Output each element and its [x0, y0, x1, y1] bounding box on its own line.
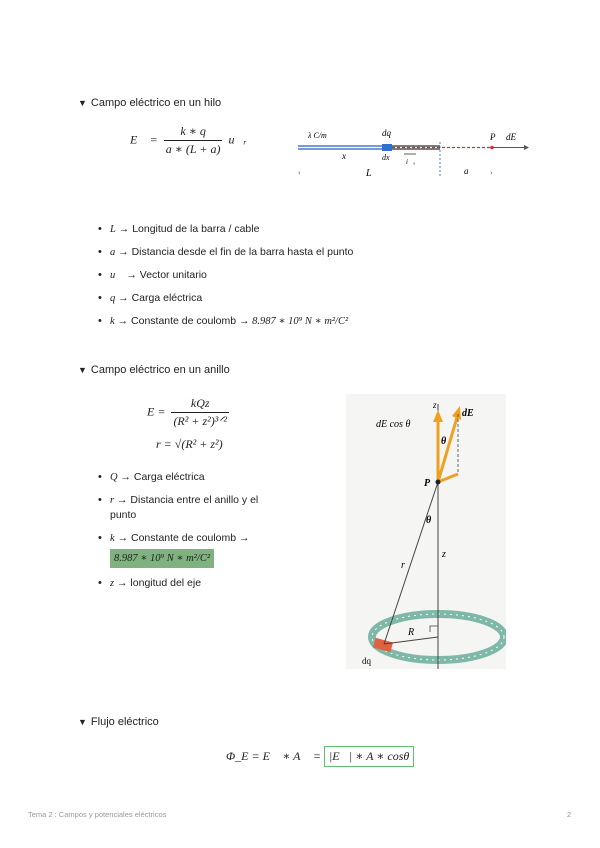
- fraction-denominator: (R² + z²)³ᐟ²: [173, 414, 227, 428]
- formula-campo-anillo: [147, 396, 232, 429]
- formula-r: r = √(R² + z²): [156, 437, 223, 451]
- section-heading-hilo[interactable]: [78, 97, 221, 109]
- list-item: [98, 222, 353, 237]
- description: → longitud del eje: [117, 577, 202, 589]
- formula-lhs: E =: [147, 404, 166, 419]
- list-item: [98, 493, 283, 523]
- description: Carga eléctrica: [131, 292, 203, 304]
- label-P: P: [424, 478, 431, 489]
- arrow: →: [117, 315, 129, 327]
- wire-diagram: [292, 122, 532, 182]
- symbol: a: [110, 247, 116, 258]
- point-P-dot: [490, 146, 494, 150]
- collapse-toggle-icon[interactable]: ▼: [78, 98, 87, 108]
- label-charge-density: λ C/m: [308, 131, 327, 140]
- label-dE: dE⃗: [462, 408, 482, 419]
- description: Vector unitario: [139, 269, 207, 281]
- description: Constante de coulomb: [131, 315, 237, 327]
- symbol: r: [110, 495, 115, 506]
- formula-fraction: [164, 124, 223, 157]
- label-z-mid: z: [442, 549, 446, 560]
- fraction-numerator: kQz: [190, 396, 210, 410]
- label-dEcos: dE cos θ: [376, 419, 411, 430]
- list-item: [98, 576, 283, 591]
- bullet-list-anillo: [98, 470, 283, 591]
- label-dq: dq: [382, 128, 391, 138]
- symbol: u⃗: [110, 270, 124, 281]
- fraction-numerator: k ∗ q: [180, 124, 206, 138]
- label-dq: dq: [362, 656, 371, 666]
- symbol: L: [110, 224, 116, 235]
- bullet-list-hilo: [98, 222, 353, 329]
- ring-figure: [346, 394, 506, 669]
- highlighted-constant: 8.987 ∗ 10⁹ N ∗ m²/C²: [110, 549, 214, 568]
- label-r: r: [401, 560, 405, 571]
- symbol: z: [110, 578, 115, 589]
- description: → Constante de coulomb →: [117, 532, 250, 544]
- page-number: 2: [567, 810, 572, 819]
- list-item: [98, 531, 283, 568]
- symbol: Q: [110, 472, 118, 483]
- dE-arrowhead: [524, 145, 529, 150]
- figure-background: [346, 394, 506, 669]
- label-a: a: [464, 166, 469, 176]
- label-theta-mid: θ: [426, 515, 432, 526]
- label-dE: dE⃗: [506, 132, 523, 142]
- formula-lhs: Φ_E = E⃗ ∗ A⃗ =: [226, 749, 321, 763]
- description: → Distancia entre el anillo y el punto: [110, 494, 259, 521]
- section-title: Campo eléctrico en un hilo: [90, 97, 222, 109]
- label-unit-vector: i⃗ₓ: [406, 158, 416, 166]
- label-x: x: [342, 151, 346, 161]
- section-heading-flujo[interactable]: [78, 716, 159, 728]
- collapse-toggle-icon[interactable]: ▼: [78, 717, 87, 727]
- arrow: →: [126, 269, 137, 281]
- dq-element: [382, 144, 392, 151]
- footer-title: Tema 2 : Campos y potenciales eléctricos: [28, 810, 167, 819]
- list-item: [98, 314, 353, 329]
- label-right-arrow: ›: [490, 168, 493, 177]
- list-item: [98, 268, 353, 283]
- boxed-formula: |E⃗| ∗ A ∗ cosθ: [324, 746, 414, 767]
- symbol: k: [110, 533, 115, 544]
- fraction-denominator: a ∗ (L + a): [165, 142, 221, 156]
- list-item: [98, 470, 283, 485]
- label-R: R: [408, 627, 415, 638]
- symbol: q: [110, 293, 116, 304]
- arrow: →: [118, 292, 129, 304]
- formula-flujo: [226, 746, 414, 767]
- label-z-top: z: [433, 400, 437, 410]
- arrow: →: [118, 246, 129, 258]
- list-item: [98, 291, 353, 306]
- label-dx: dx: [382, 153, 390, 162]
- section-title: Flujo eléctrico: [90, 716, 159, 728]
- label-left-arrow: ‹: [298, 168, 301, 177]
- list-item: [98, 245, 353, 260]
- constant-value: → 8.987 ∗ 10⁹ N ∗ m²/C²: [239, 316, 349, 327]
- arrow: →: [118, 223, 130, 235]
- point-P: [436, 480, 441, 485]
- description: Distancia desde el fin de la barra hasta el punto: [131, 246, 354, 258]
- description: → Carga eléctrica: [120, 471, 205, 483]
- formula-rhs: u⃗ᵣ: [228, 132, 247, 147]
- formula-lhs: E⃗ =: [130, 132, 158, 147]
- label-L: L: [366, 168, 372, 179]
- description: Longitud de la barra / cable: [132, 223, 260, 235]
- collapse-toggle-icon[interactable]: ▼: [78, 365, 87, 375]
- label-P: P: [490, 132, 496, 142]
- formula-fraction: [171, 396, 229, 429]
- formula-campo-hilo: [130, 124, 247, 157]
- label-theta-top: θ: [441, 436, 447, 447]
- section-title: Campo eléctrico en un anillo: [90, 364, 230, 376]
- section-heading-anillo[interactable]: [78, 364, 230, 376]
- symbol: k: [110, 316, 115, 327]
